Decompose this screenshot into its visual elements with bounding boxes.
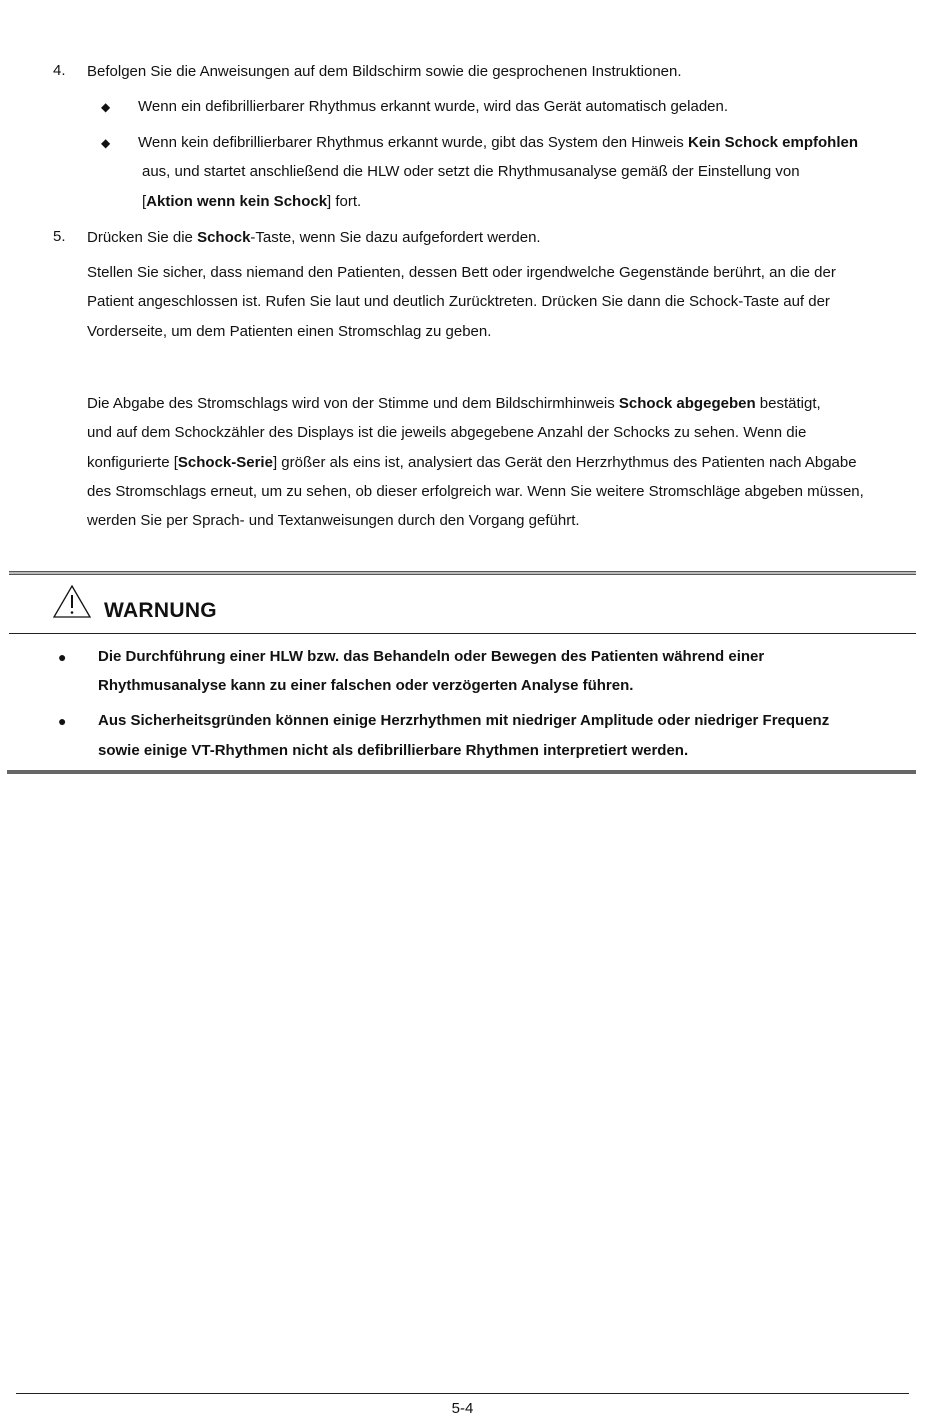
paragraph-line: werden Sie per Sprach- und Textanweisungen durch den Vorgang geführt.: [87, 512, 580, 529]
warning-item-line: Die Durchführung einer HLW bzw. das Behandeln oder Bewegen des Patienten während einer: [98, 648, 765, 665]
paragraph-line: Patient angeschlossen ist. Rufen Sie laut und deutlich Zurücktreten. Drücken Sie dann die Schock-Taste auf der: [87, 293, 830, 310]
paragraph-line: Vorderseite, um dem Patienten einen Stromschlag zu geben.: [87, 323, 492, 340]
step-text: Befolgen Sie die Anweisungen auf dem Bildschirm sowie die gesprochenen Instruktionen.: [87, 63, 682, 80]
bullet-text-continued: [Aktion wenn kein Schock] fort.: [142, 193, 362, 210]
warning-bottom-rule: [7, 770, 916, 774]
bullet-text: Wenn kein defibrillierbarer Rhythmus erkannt wurde, gibt das System den Hinweis Kein Schock empfohlen: [138, 134, 859, 151]
warning-header-rule: [9, 633, 916, 634]
warning-top-rule: [9, 571, 916, 575]
step-number: 5.: [53, 228, 66, 245]
step-text: Drücken Sie die Schock-Taste, wenn Sie dazu aufgefordert werden.: [87, 229, 541, 246]
bullet-dot-icon: ●: [58, 713, 67, 729]
paragraph-line: konfigurierte [Schock-Serie] größer als eins ist, analysiert das Gerät den Herzrhythmus des Patienten nach Abgabe: [87, 454, 857, 471]
warning-item-line: Rhythmusanalyse kann zu einer falschen oder verzögerten Analyse führen.: [98, 677, 634, 694]
footer-rule: [16, 1393, 909, 1394]
bullet-text-continued: aus, und startet anschließend die HLW oder setzt die Rhythmusanalyse gemäß der Einstellung von: [142, 163, 800, 180]
bullet-dot-icon: ●: [58, 649, 67, 665]
paragraph-line: Stellen Sie sicher, dass niemand den Patienten, dessen Bett oder irgendwelche Gegenstände berührt, an die der: [87, 264, 836, 281]
diamond-bullet-icon: ◆: [101, 136, 111, 150]
diamond-bullet-icon: ◆: [101, 100, 111, 114]
warning-title: WARNUNG: [104, 599, 217, 622]
bullet-text: Wenn ein defibrillierbarer Rhythmus erkannt wurde, wird das Gerät automatisch geladen.: [138, 98, 729, 115]
warning-triangle-icon: [52, 584, 92, 620]
warning-item-line: sowie einige VT-Rhythmen nicht als defibrillierbare Rhythmen interpretiert werden.: [98, 742, 689, 759]
step-number: 4.: [53, 62, 66, 79]
page-number: 5-4: [451, 1400, 474, 1417]
paragraph-line: des Stromschlags erneut, um zu sehen, ob dieser erfolgreich war. Wenn Sie weitere Stromschläge abgeben müssen,: [87, 483, 864, 500]
paragraph-line: Die Abgabe des Stromschlags wird von der Stimme und dem Bildschirmhinweis Schock abgegeben bestätigt,: [87, 395, 821, 412]
warning-item-line: Aus Sicherheitsgründen können einige Herzrhythmen mit niedriger Amplitude oder niedriger Frequenz: [98, 712, 830, 729]
paragraph-line: und auf dem Schockzähler des Displays ist die jeweils abgegebene Anzahl der Schocks zu sehen. Wenn die: [87, 424, 807, 441]
